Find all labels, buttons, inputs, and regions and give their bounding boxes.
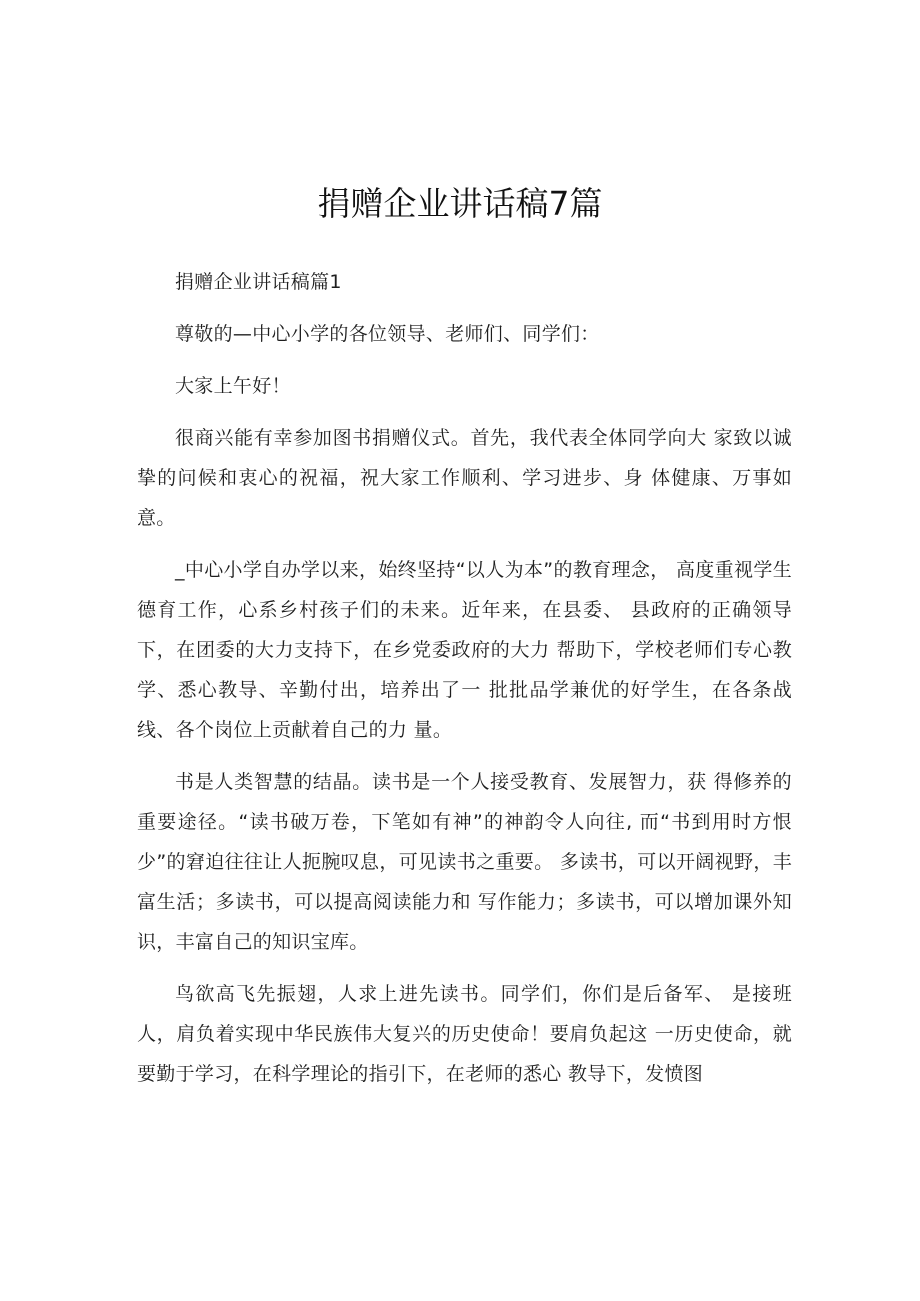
salutation: 尊敬的—中心小学的各位领导、老师们、同学们： — [175, 323, 600, 345]
greeting: 大家上午好！ — [175, 375, 291, 397]
document-body — [137, 262, 792, 1106]
paragraph: 书是人类智慧的结晶。读书是一个人接受教育、发展智力，获 得修养的重要途径。“读书破万卷，下笔如有神”的神韵令人向往, 而“书到用时方恨少”的窘迫往往让人扼腕叹息，可见读书之重要。 多读书，可以开阔视野，丰富生活；多读书，可以提高阅读能力和 写作能力；多读书，可以增加课外知识，丰富自己的知识宝库。 — [137, 771, 792, 953]
paragraph: _中心小学自办学以来，始终坚持“以人为本”的教育理念， 高度重视学生德育工作，心系乡村孩子们的未来。近年来，在县委、 县政府的正确领导下，在团委的大力支持下，在乡党委政府的大力 帮助下，学校老师们专心教学、悉心教导、辛勤付出，培养出了一 批批品学兼优的好学生，在各条战线、各个岗位上贡献着自己的力 量。 — [137, 559, 792, 741]
section-heading: 捐赠企业讲话稿篇1 — [175, 271, 342, 293]
paragraph: 鸟欲高飞先振翅，人求上进先读书。同学们，你们是后备军、 是接班人，肩负着实现中华民族伟大复兴的历史使命！要肩负起这 一历史使命，就要勤于学习，在科学理论的指引下，在老师的悉心 教导下，发愤图 — [137, 983, 792, 1085]
document-title: 捐赠企业讲话稿7篇 — [317, 184, 603, 224]
paragraph: 很商兴能有幸参加图书捐赠仪式。首先，我代表全体同学向大 家致以诚挚的问候和衷心的祝福，祝大家工作顺利、学习进步、身 体健康、万事如意。 — [137, 427, 792, 529]
